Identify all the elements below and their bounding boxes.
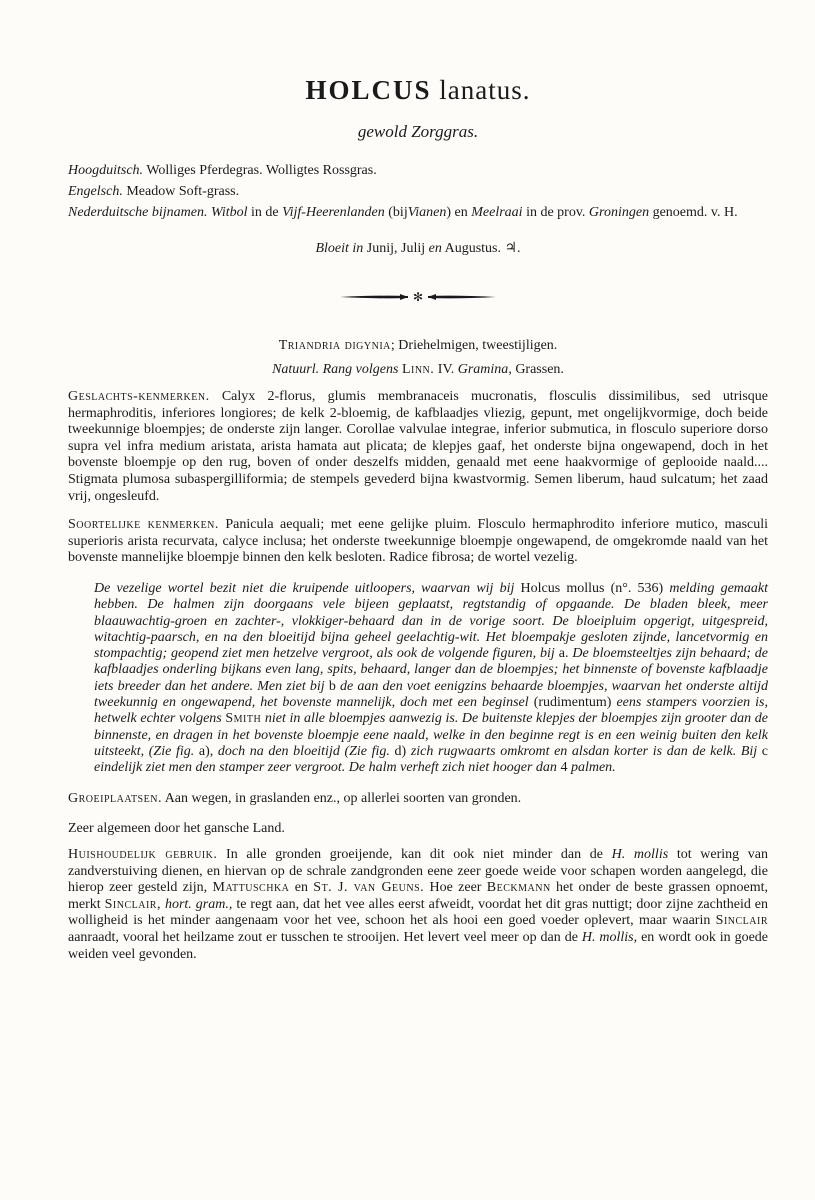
description-text: Holcus mollus (n°. 536)	[520, 580, 664, 596]
description-text: De bloemsteeltjes zijn behaard; de kafblaadjes onderling bijkans even lang, spits, behaard, langer dan de bloempjes; het binnenste of bovenste kafblaadje iets breeder dan het andere. Men ziet bij	[94, 646, 768, 694]
family-latin: Gramina	[457, 362, 509, 377]
bloom-months: Junij, Julij	[366, 241, 426, 256]
family-dutch: , Grassen.	[508, 362, 564, 377]
page	[68, 64, 768, 963]
description-text: de aan den voet eenigzins behaarde bloempjes, waarvan het onderste altijd tweekunnig en ongewapend, het bovenste mannelijk, doch met een beginsel	[94, 678, 768, 711]
description-paragraph	[94, 581, 768, 777]
dutch-label: Nederduitsche bijnamen.	[68, 205, 208, 220]
description-text: palmen.	[570, 760, 616, 776]
dutch-value: Witbol	[210, 205, 248, 220]
use-label: Huishoudelijk gebruik.	[68, 847, 218, 863]
description-text: a),	[198, 743, 214, 759]
rank-number: IV.	[437, 362, 455, 377]
bloom-months: Augustus.	[444, 241, 501, 256]
dutch-text: (bij	[388, 205, 408, 220]
bloom-label: Bloeit in	[315, 241, 364, 256]
use-species: H. mollis	[611, 847, 669, 863]
use-text: aanraadt, vooral het heilzame zout er tusschen te strooijen. Het levert veel meer op dan de	[68, 930, 578, 946]
english-value: Meadow Soft-grass.	[126, 184, 240, 199]
description-text: melding gemaakt hebben. De halmen zijn doorgaans vele bijeen geplaatst, regtstandig of opgaande. De bladen bleek, meer blaauwachtig-groen en zachter-, vlokkiger-behaard dan in de vorige soort. De bloeipluim opgerigt, uitgespreid, witachtig-paarsch, en na den bloeitijd bijna geheel geelachtig-wit. Het bloempakje gesloten zijnde, lancetvormig en stompachtig; geopend ziet men hetzelve vergroot, als ook de volgende figuren, bij	[94, 580, 769, 662]
use-text: en wordt ook in goede weiden veel gevonden.	[68, 930, 769, 962]
taxonomy-line-2	[68, 361, 768, 379]
description-text: a.	[558, 646, 569, 662]
use-text: Hoe zeer	[429, 880, 482, 896]
species-chars-text: Panicula aequali; met eene gelijke pluim. Flosculo hermaphrodito inferiore mutico, masculi superioris arista recurvata, calyce inclusa; het onderste tweekunnige bloempje ongewapend, de omgekromde naald van het bovenste mannelijke bloempje binnen den kelk besloten. Radice fibrosa; de wortel vezelig.	[68, 517, 769, 566]
description-text: b	[328, 678, 336, 694]
dutch-value: Vianen	[407, 205, 447, 220]
species-chars-label: Soortelijke kenmerken.	[68, 517, 219, 533]
dutch-text: genoemd. v. H.	[652, 205, 738, 220]
description-text: Smith	[225, 711, 262, 727]
description-text: d)	[394, 743, 407, 759]
vernacular-names	[68, 162, 768, 222]
use-author: Sinclair,	[104, 896, 161, 912]
use-text: en	[294, 880, 308, 896]
frequency: Zeer algemeen door het gansche Land.	[68, 821, 285, 837]
use-text: tot wering van zandverstuiving dienen, en hiervan op de schrale zandgronden eene zeer goede weide voor schapen worden aangelegd, die hierop zeer gesteld zijn,	[68, 847, 768, 896]
use-reference: hort. gram.,	[164, 896, 233, 912]
ornamental-divider	[68, 291, 768, 303]
use-text: te regt aan, dat het vee alles eerst afweidt, voordat het dit gras nuttigt; door zijne zachtheid en wolligheid is het minder aangenaam voor het vee, schoon het als hooi een goed voeder oplevert, maar waarin	[68, 896, 769, 929]
species-characteristics	[68, 517, 768, 567]
use-species: H. mollis,	[581, 930, 638, 946]
class-dutch: ; Driehelmigen, tweestijligen.	[390, 338, 558, 353]
use-text: In alle gronden groeijende, kan dit ook niet minder dan de	[226, 847, 603, 863]
author-name: Linn.	[401, 362, 435, 377]
species-name: lanatus.	[439, 75, 531, 105]
linnaean-class: Triandria digynia	[278, 338, 391, 353]
german-names	[68, 162, 768, 180]
dutch-common-name: gewold Zorggras.	[357, 122, 479, 141]
dutch-value: Meelraai	[471, 205, 523, 220]
description-text: doch na den bloeitijd (Zie fig.	[217, 743, 390, 759]
habitat-text: Aan wegen, in graslanden enz., op allerlei soorten van gronden.	[164, 790, 522, 806]
description-text: eens stampers voorzien is, hetwelk echter volgens	[94, 695, 768, 727]
genus-name: HOLCUS	[305, 75, 432, 105]
description-text: zich rugwaarts omkromt en alsdan korter is dan de kelk. Bij	[410, 743, 758, 759]
perennial-symbol: ♃.	[504, 241, 521, 256]
dutch-value: Vijf-Heerenlanden	[282, 205, 385, 220]
svg-text:✻: ✻	[412, 291, 424, 303]
economic-use	[68, 847, 768, 963]
use-text: het onder de beste grassen opnoemt, merkt	[68, 880, 769, 912]
habitat	[68, 791, 768, 808]
natural-rank-label: Natuurl. Rang volgens	[272, 362, 399, 377]
use-author: St. J. van Geuns.	[313, 880, 425, 896]
dutch-text: in de	[251, 205, 279, 220]
description-text: De vezelige wortel bezit niet die kruipende uitloopers, waarvan wij bij	[94, 580, 515, 596]
divider-ornament-icon	[338, 291, 498, 303]
flowering-period	[68, 240, 768, 257]
use-author: Sinclair	[715, 913, 769, 929]
german-label: Hoogduitsch.	[68, 163, 144, 178]
dutch-text: in de prov.	[526, 205, 586, 220]
use-author: Beckmann	[486, 880, 551, 896]
genus-chars-text: Calyx 2-florus, glumis membranaceis mucronatis, flosculis dissimilibus, sed utrisque hermaphroditis, inferiores longiores; de kelk 2-bloemig, de kafblaadjes vliezig, gepunt, met ongelijkvormige, doch beide tweekunnige bloempjes; de onderste zijn langer. Corollae valvulae integrae, inferior submutica, in flosculo superiore dorso supra vel infra medium aristata, arista hamata aut plicata; de klepjes gaaf, het onderste bijna ongewapend, doch in het bovenste bloempje op den rug, boven of onder deszelfs midden, genaald met eene haakvormige of geplooide naald.... Stigmata plumosa subaspergilliformia; de stempels gevederd bijna kwastvormig. Semen liberum, haud sulcatum; het zaad vrij, ongesleufd.	[68, 389, 769, 504]
english-names	[68, 183, 768, 201]
dutch-names	[68, 204, 768, 222]
taxonomy-line-1	[68, 337, 768, 355]
description-text: (rudimentum)	[533, 695, 612, 711]
description-text: niet in alle bloempjes aanwezig is. De buitenste klepjes der bloempjes zijn grooter dan de binnenste, en dragen in het bovenste bloempje eene naald, welke in den beginne regt is en een weinig buiten den kelk uitsteekt, (Zie fig.	[94, 711, 768, 759]
german-value: Wolliges Pferdegras. Wolligtes Rossgras.	[146, 163, 377, 178]
genus-characteristics	[68, 389, 768, 505]
description-text: c	[761, 743, 768, 759]
english-label: Engelsch.	[68, 184, 123, 199]
dutch-value: Groningen	[588, 205, 650, 220]
dutch-text: ) en	[446, 205, 468, 220]
use-author: Mattuschka	[212, 880, 290, 896]
description-text: 4	[560, 760, 568, 776]
habitat-label: Groeiplaatsen.	[68, 790, 162, 806]
page-title	[68, 74, 768, 106]
bloom-conjunction: en	[428, 241, 442, 256]
description-text: eindelijk ziet men den stamper zeer vergroot. De halm verheft zich niet hooger dan	[94, 760, 557, 776]
genus-chars-label: Geslachts-kenmerken.	[68, 389, 210, 404]
